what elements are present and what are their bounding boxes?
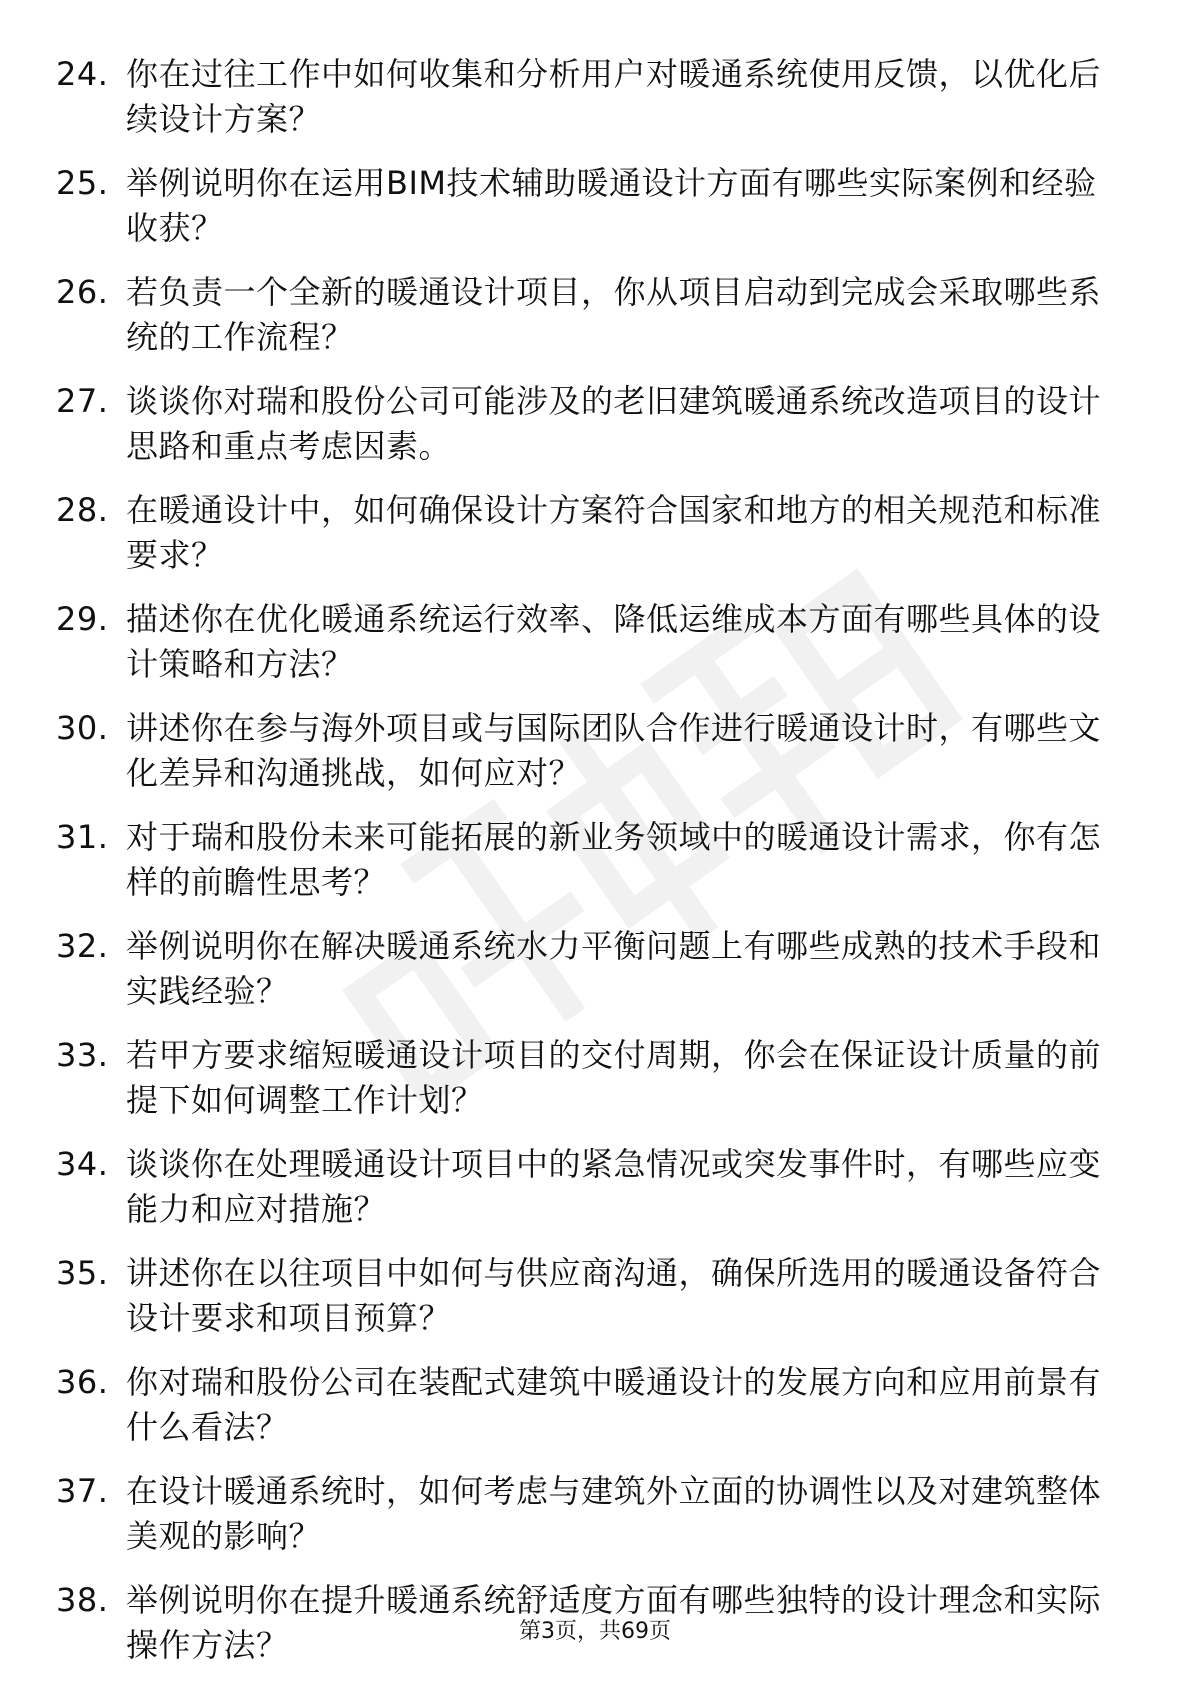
question-item: [56, 1142, 1116, 1232]
question-number: 34.: [56, 1144, 109, 1183]
question-text: 描述你在优化暖通系统运行效率、降低运维成本方面有哪些具体的设计策略和方法？: [126, 599, 1102, 683]
question-number: 37.: [56, 1471, 109, 1510]
question-text: 谈谈你对瑞和股份公司可能涉及的老旧建筑暖通系统改造项目的设计思路和重点考虑因素。: [126, 381, 1102, 465]
question-item: [56, 52, 1116, 142]
question-number: 31.: [56, 817, 109, 856]
question-text: 谈谈你在处理暖通设计项目中的紧急情况或突发事件时，有哪些应变能力和应对措施？: [126, 1144, 1102, 1228]
question-text: 举例说明你在提升暖通系统舒适度方面有哪些独特的设计理念和实际操作方法？: [126, 1580, 1102, 1664]
page-number-label: 第3页，共69页: [519, 1619, 671, 1644]
question-number: 35.: [56, 1253, 109, 1292]
page-footer: [0, 1617, 1190, 1647]
question-number: 30.: [56, 708, 109, 747]
question-number: 24.: [56, 55, 109, 93]
question-number: 38.: [56, 1580, 109, 1619]
question-number: 26.: [56, 272, 109, 311]
question-item: [56, 706, 1116, 796]
question-text: 对于瑞和股份未来可能拓展的新业务领域中的暖通设计需求，你有怎样的前瞻性思考？: [126, 817, 1102, 901]
question-number: 36.: [56, 1362, 109, 1401]
question-number: 25.: [56, 163, 109, 202]
question-text: 若甲方要求缩短暖通设计项目的交付周期，你会在保证设计质量的前提下如何调整工作计划？: [126, 1035, 1102, 1119]
question-text: 你在过往工作中如何收集和分析用户对暖通系统使用反馈，以优化后续设计方案？: [126, 55, 1102, 138]
question-text: 讲述你在以往项目中如何与供应商沟通，确保所选用的暖通设备符合设计要求和项目预算？: [126, 1253, 1102, 1337]
question-item: [56, 597, 1116, 687]
question-text: 讲述你在参与海外项目或与国际团队合作进行暖通设计时，有哪些文化差异和沟通挑战，如何应对？: [126, 708, 1102, 792]
question-item: [56, 270, 1116, 360]
question-text: 若负责一个全新的暖通设计项目，你从项目启动到完成会采取哪些系统的工作流程？: [126, 272, 1102, 356]
question-number: 33.: [56, 1035, 109, 1074]
question-item: [56, 1469, 1116, 1559]
question-item: [56, 815, 1116, 905]
question-item: [56, 924, 1116, 1014]
question-item: [56, 161, 1116, 251]
question-item: [56, 1033, 1116, 1123]
question-text: 举例说明你在运用BIM技术辅助暖通设计方面有哪些实际案例和经验收获？: [126, 163, 1097, 247]
question-text: 在设计暖通系统时，如何考虑与建筑外立面的协调性以及对建筑整体美观的影响？: [126, 1471, 1102, 1555]
question-number: 28.: [56, 490, 109, 529]
question-text: 你对瑞和股份公司在装配式建筑中暖通设计的发展方向和应用前景有什么看法？: [126, 1362, 1102, 1446]
question-list: [56, 52, 1116, 1687]
question-item: [56, 1251, 1116, 1341]
question-text: 举例说明你在解决暖通系统水力平衡问题上有哪些成熟的技术手段和实践经验？: [126, 926, 1102, 1010]
question-text: 在暖通设计中，如何确保设计方案符合国家和地方的相关规范和标准要求？: [126, 490, 1102, 574]
question-item: [56, 488, 1116, 578]
question-number: 29.: [56, 599, 109, 638]
question-item: [56, 1360, 1116, 1450]
question-item: [56, 379, 1116, 469]
question-number: 32.: [56, 926, 109, 965]
question-number: 27.: [56, 381, 109, 420]
